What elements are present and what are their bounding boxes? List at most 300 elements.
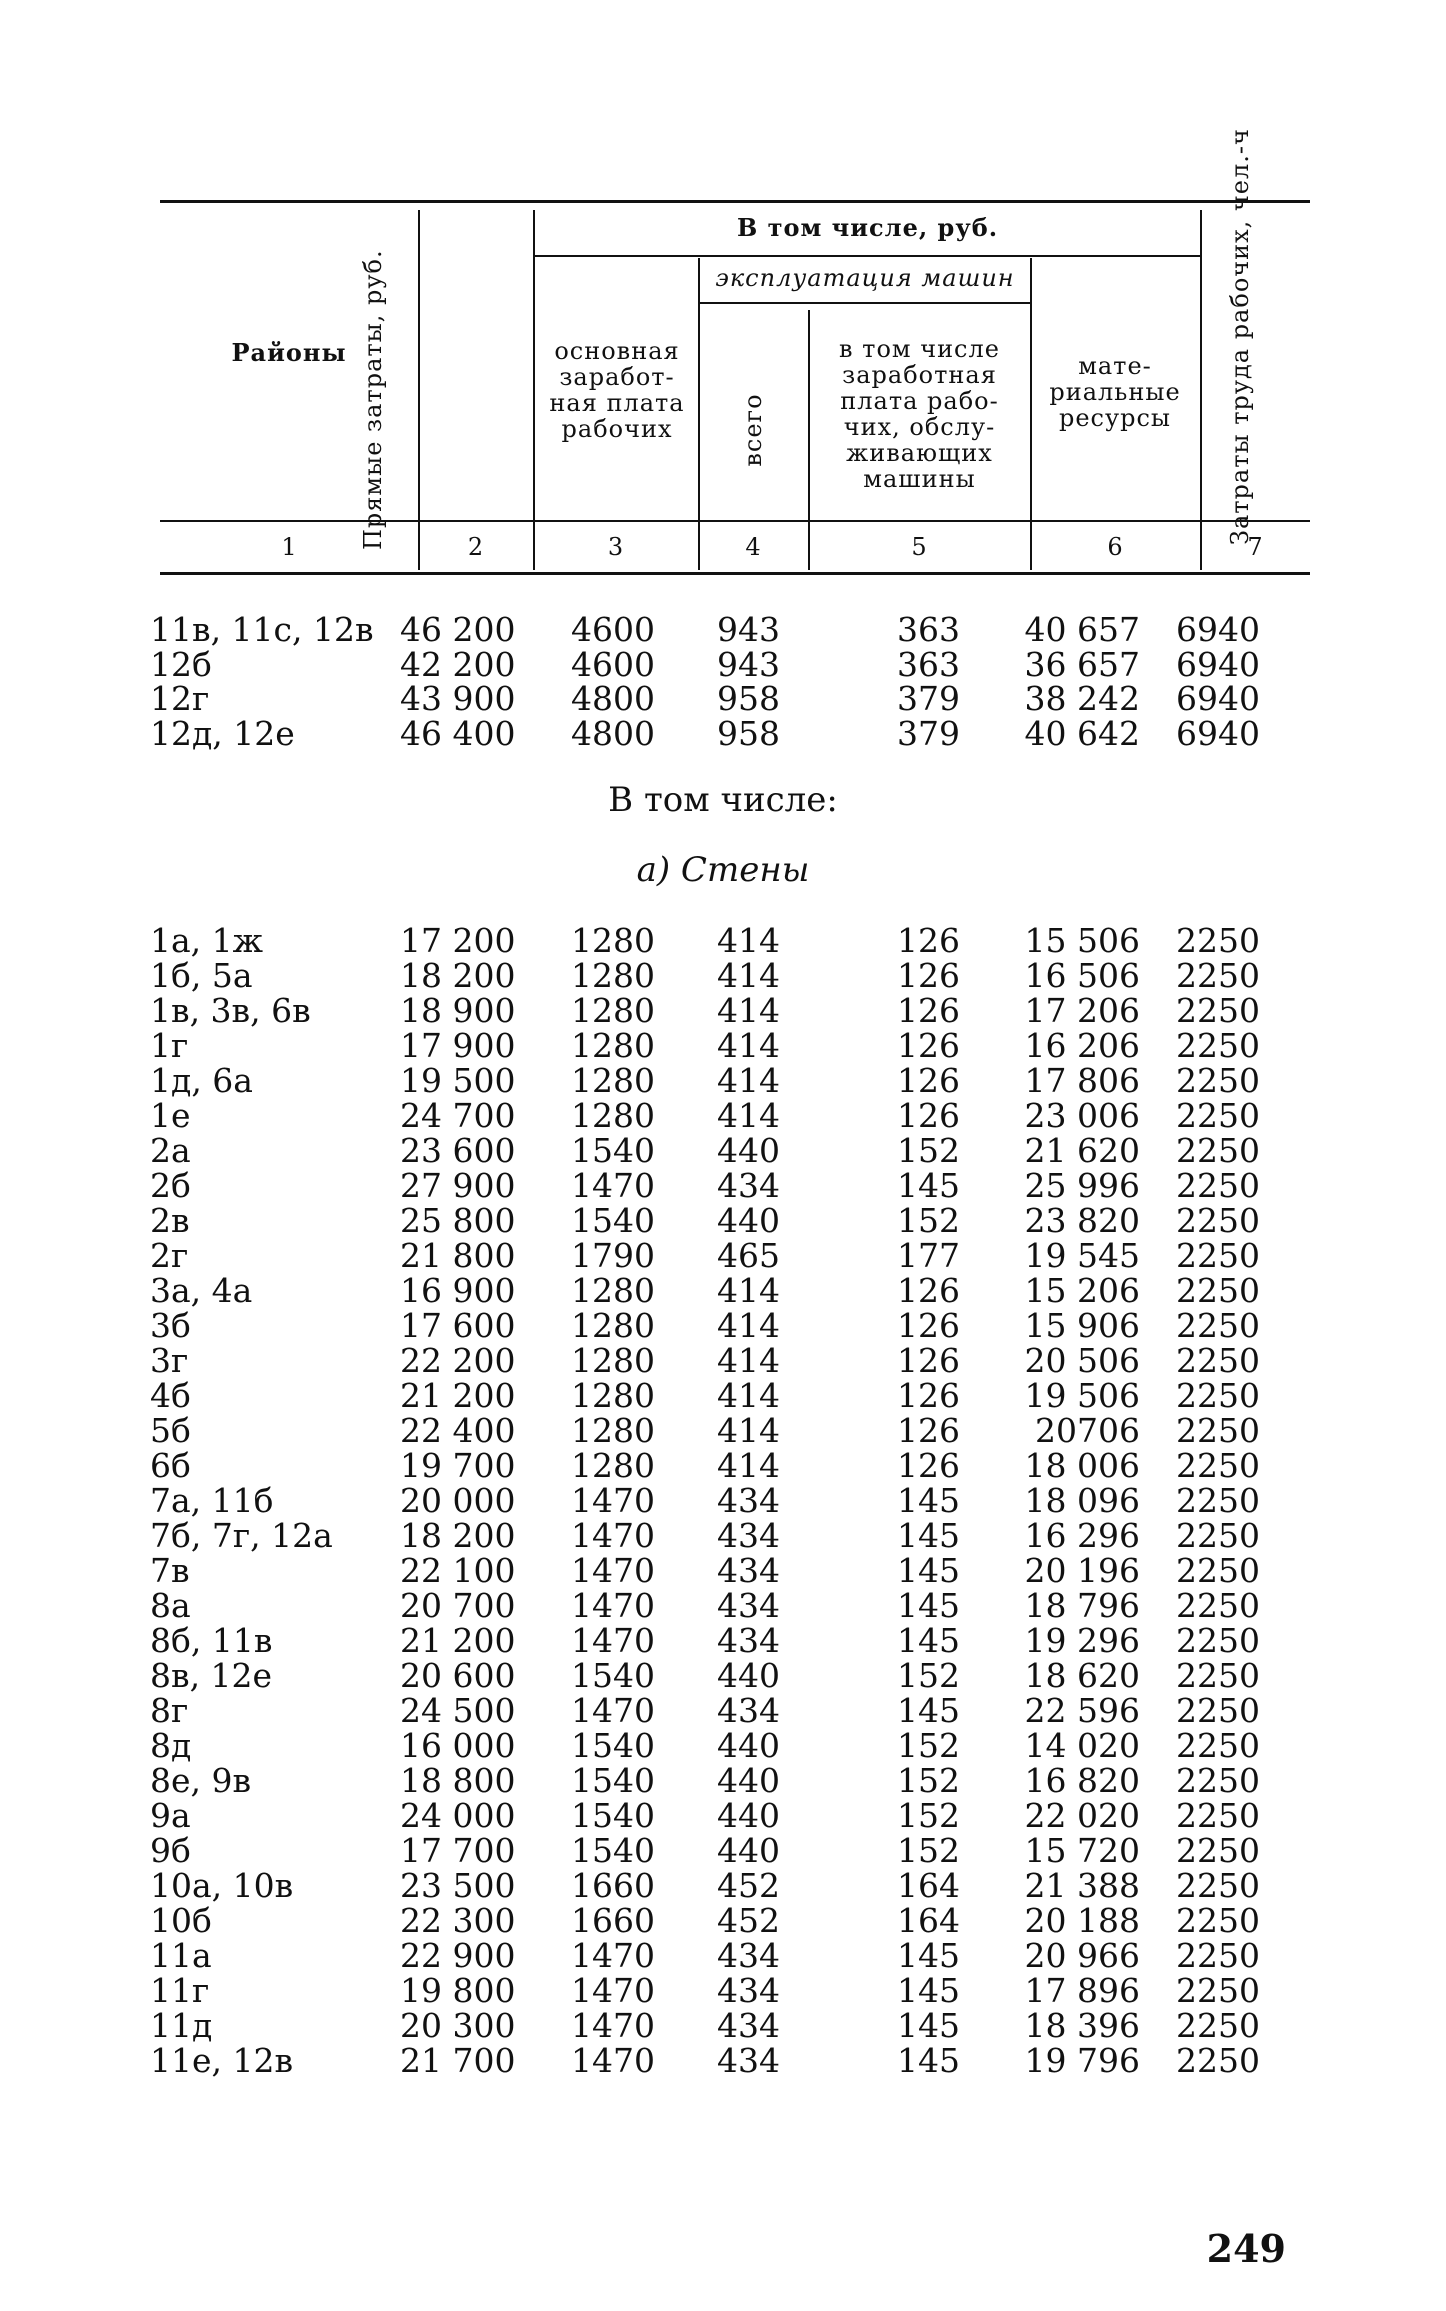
header-mid-rule — [160, 520, 1310, 522]
table-cell: 2250 — [1176, 1831, 1260, 1870]
table-cell: 1470 — [571, 1586, 655, 1625]
table-cell: 27 900 — [400, 1166, 516, 1205]
table-cell: 15 206 — [1024, 1271, 1140, 1310]
table-cell: 19 296 — [1024, 1621, 1140, 1660]
table-cell: 2250 — [1176, 1201, 1260, 1240]
header-materials: мате-риальные ресурсы — [1049, 352, 1181, 432]
table-cell: 36 657 — [1024, 644, 1140, 684]
header-top-rule — [160, 200, 1310, 203]
col-number-6: 6 — [1107, 533, 1123, 561]
table-cell: 2250 — [1176, 1131, 1260, 1170]
table-cell: 2250 — [1176, 1761, 1260, 1800]
table-cell: 414 — [717, 1096, 780, 1135]
table-cell: 21 620 — [1024, 1131, 1140, 1170]
col-divider-4 — [808, 310, 810, 570]
col-divider-3 — [698, 258, 700, 570]
table-cell: 18 800 — [400, 1761, 516, 1800]
header-including: В том числе, руб. — [736, 213, 999, 242]
table-cell: 1470 — [571, 1166, 655, 1205]
table-cell: 145 — [897, 1481, 960, 1520]
table-cell: 42 200 — [400, 644, 516, 684]
table-cell: 2250 — [1176, 1726, 1260, 1765]
table-row — [0, 713, 1446, 753]
table-cell: 434 — [717, 1586, 780, 1625]
table-cell: 46 400 — [400, 713, 516, 753]
table-cell: 1660 — [571, 1866, 655, 1905]
table-cell: 24 500 — [400, 1691, 516, 1730]
table-row — [0, 1028, 1446, 1063]
table-cell: 434 — [717, 1971, 780, 2010]
table-cell: 2250 — [1176, 1691, 1260, 1730]
table-cell: 1470 — [571, 1936, 655, 1975]
table-cell: 1280 — [571, 921, 655, 960]
table-cell: 126 — [897, 1341, 960, 1380]
table-cell: 2250 — [1176, 2041, 1260, 2080]
table-cell: 414 — [717, 1026, 780, 1065]
table-cell: 12д, 12е — [150, 713, 295, 753]
table-cell: 6940 — [1176, 644, 1260, 684]
table-cell: 1г — [150, 1026, 189, 1065]
table-cell: 126 — [897, 921, 960, 960]
table-row — [0, 1448, 1446, 1483]
table-cell: 25 996 — [1024, 1166, 1140, 1205]
table-cell: 1470 — [571, 1691, 655, 1730]
table-cell: 363 — [897, 644, 960, 684]
table-cell: 19 796 — [1024, 2041, 1140, 2080]
table-cell: 8г — [150, 1691, 189, 1730]
table-cell: 11а — [150, 1936, 212, 1975]
table-cell: 2250 — [1176, 1656, 1260, 1695]
table-cell: 1280 — [571, 1061, 655, 1100]
table-cell: 21 700 — [400, 2041, 516, 2080]
table-cell: 145 — [897, 1621, 960, 1660]
table-cell: 1280 — [571, 1271, 655, 1310]
table-cell: 1280 — [571, 1096, 655, 1135]
table-cell: 9б — [150, 1831, 191, 1870]
table-cell: 164 — [897, 1866, 960, 1905]
table-cell: 6940 — [1176, 713, 1260, 753]
table-cell: 1540 — [571, 1796, 655, 1835]
table-cell: 2250 — [1176, 1411, 1260, 1450]
table-cell: 363 — [897, 610, 960, 649]
table-cell: 19 800 — [400, 1971, 516, 2010]
table-cell: 3а, 4а — [150, 1271, 253, 1310]
table-cell: 25 800 — [400, 1201, 516, 1240]
table-cell: 1470 — [571, 2041, 655, 2080]
table-row — [0, 993, 1446, 1028]
table-row — [0, 1308, 1446, 1343]
table-cell: 1540 — [571, 1131, 655, 1170]
table-cell: 17 896 — [1024, 1971, 1140, 2010]
table-cell: 22 900 — [400, 1936, 516, 1975]
table-cell: 17 206 — [1024, 991, 1140, 1030]
table-cell: 23 820 — [1024, 1201, 1140, 1240]
table-cell: 2250 — [1176, 1376, 1260, 1415]
table-cell: 1в, 3в, 6в — [150, 991, 311, 1030]
header-base-wages: основная заработ-ная плата рабочих — [549, 337, 685, 443]
table-row — [0, 1728, 1446, 1763]
table-cell: 1540 — [571, 1831, 655, 1870]
table-cell: 2250 — [1176, 1901, 1260, 1940]
table-cell: 20 000 — [400, 1481, 516, 1520]
table-cell: 152 — [897, 1131, 960, 1170]
table-cell: 152 — [897, 1831, 960, 1870]
table-cell: 20 506 — [1024, 1341, 1140, 1380]
table-header — [160, 128, 1310, 582]
header-regions: Районы — [231, 338, 347, 367]
table-cell: 1е — [150, 1096, 191, 1135]
table-cell: 16 506 — [1024, 956, 1140, 995]
table-cell: 2250 — [1176, 1166, 1260, 1205]
table-cell: 152 — [897, 1761, 960, 1800]
table-cell: 20 600 — [400, 1656, 516, 1695]
table-cell: 145 — [897, 1551, 960, 1590]
table-cell: 14 020 — [1024, 1726, 1140, 1765]
table-cell: 1280 — [571, 1376, 655, 1415]
table-cell: 465 — [717, 1236, 780, 1275]
table-cell: 2250 — [1176, 2006, 1260, 2045]
table-cell: 16 206 — [1024, 1026, 1140, 1065]
table-row — [0, 1833, 1446, 1868]
table-cell: 40 657 — [1024, 610, 1140, 649]
table-cell: 22 300 — [400, 1901, 516, 1940]
table-cell: 17 806 — [1024, 1061, 1140, 1100]
table-cell: 2250 — [1176, 1026, 1260, 1065]
table-cell: 152 — [897, 1201, 960, 1240]
table-row — [0, 958, 1446, 993]
table-cell: 7б, 7г, 12а — [150, 1516, 333, 1555]
table-cell: 3б — [150, 1306, 191, 1345]
table-row — [0, 1518, 1446, 1553]
table-cell: 18 900 — [400, 991, 516, 1030]
table-row — [0, 923, 1446, 958]
section-intro: В том числе: — [608, 780, 838, 820]
table-cell: 4800 — [571, 679, 655, 718]
table-cell: 2250 — [1176, 1446, 1260, 1485]
table-row — [0, 644, 1446, 684]
table-cell: 126 — [897, 1061, 960, 1100]
header-machine-ops: эксплуатация машин — [715, 264, 1015, 292]
table-cell: 8е, 9в — [150, 1761, 252, 1800]
col-number-1: 1 — [281, 533, 297, 561]
table-cell: 145 — [897, 1971, 960, 2010]
table-cell: 126 — [897, 1271, 960, 1310]
header-direct-costs: Прямые затраты, руб. — [359, 249, 387, 550]
table-cell: 19 545 — [1024, 1236, 1140, 1275]
table-row — [0, 1378, 1446, 1413]
table-cell: 18 620 — [1024, 1656, 1140, 1695]
table-cell: 17 900 — [400, 1026, 516, 1065]
table-cell: 126 — [897, 1096, 960, 1135]
table-cell: 126 — [897, 1411, 960, 1450]
table-cell: 18 200 — [400, 956, 516, 995]
table-cell: 1470 — [571, 1971, 655, 2010]
table-cell: 21 200 — [400, 1376, 516, 1415]
table-cell: 1а, 1ж — [150, 921, 264, 960]
table-cell: 18 200 — [400, 1516, 516, 1555]
table-cell: 1470 — [571, 1481, 655, 1520]
table-cell: 17 700 — [400, 1831, 516, 1870]
table-cell: 414 — [717, 1306, 780, 1345]
table-cell: 40 642 — [1024, 713, 1140, 753]
table-cell: 20706 — [1035, 1411, 1140, 1450]
table-cell: 2250 — [1176, 1061, 1260, 1100]
table-cell: 1280 — [571, 1341, 655, 1380]
table-cell: 19 506 — [1024, 1376, 1140, 1415]
col-number-5: 5 — [911, 533, 927, 561]
table-cell: 440 — [717, 1131, 780, 1170]
table-cell: 1д, 6а — [150, 1061, 253, 1100]
table-cell: 18 796 — [1024, 1586, 1140, 1625]
table-row — [0, 681, 1446, 716]
table-row — [0, 1973, 1446, 2008]
table-cell: 15 506 — [1024, 921, 1140, 960]
table-cell: 414 — [717, 1061, 780, 1100]
table-cell: 20 966 — [1024, 1936, 1140, 1975]
table-cell: 24 700 — [400, 1096, 516, 1135]
table-cell: 126 — [897, 1446, 960, 1485]
table-cell: 4600 — [571, 644, 655, 684]
table-cell: 2250 — [1176, 956, 1260, 995]
table-cell: 12г — [150, 679, 210, 718]
table-cell: 8б, 11в — [150, 1621, 273, 1660]
table-cell: 434 — [717, 1621, 780, 1660]
col-number-2: 2 — [467, 533, 484, 561]
table-row — [0, 1483, 1446, 1518]
table-cell: 1470 — [571, 2006, 655, 2045]
table-cell: 1280 — [571, 1411, 655, 1450]
table-row — [0, 1098, 1446, 1133]
page-number: 249 — [1206, 2226, 1286, 2271]
table-cell: 46 200 — [400, 610, 516, 649]
table-cell: 3г — [150, 1341, 189, 1380]
table-row — [0, 1343, 1446, 1378]
table-cell: 177 — [897, 1236, 960, 1275]
table-cell: 18 006 — [1024, 1446, 1140, 1485]
table-cell: 152 — [897, 1796, 960, 1835]
table-cell: 23 600 — [400, 1131, 516, 1170]
table-cell: 22 020 — [1024, 1796, 1140, 1835]
table-cell: 1470 — [571, 1516, 655, 1555]
table-cell: 126 — [897, 1306, 960, 1345]
table-cell: 414 — [717, 1341, 780, 1380]
table-row — [0, 1693, 1446, 1728]
table-cell: 440 — [717, 1201, 780, 1240]
table-row — [0, 1413, 1446, 1448]
table-cell: 1470 — [571, 1551, 655, 1590]
table-cell: 17 600 — [400, 1306, 516, 1345]
table-cell: 379 — [897, 679, 960, 718]
table-cell: 2250 — [1176, 1236, 1260, 1275]
table-row — [0, 1763, 1446, 1798]
table-cell: 43 900 — [400, 679, 516, 718]
table-cell: 1540 — [571, 1201, 655, 1240]
table-cell: 1280 — [571, 1306, 655, 1345]
table-cell: 23 006 — [1024, 1096, 1140, 1135]
table-cell: 1280 — [571, 991, 655, 1030]
table-cell: 145 — [897, 1691, 960, 1730]
table-cell: 434 — [717, 1551, 780, 1590]
table-row — [0, 1203, 1446, 1238]
table-row — [0, 612, 1446, 647]
col-number-7: 7 — [1247, 533, 1263, 561]
table-cell: 2250 — [1176, 921, 1260, 960]
table-cell: 145 — [897, 1936, 960, 1975]
table-cell: 1470 — [571, 1621, 655, 1660]
table-cell: 4600 — [571, 610, 655, 649]
table-cell: 1660 — [571, 1901, 655, 1940]
table-cell: 1280 — [571, 956, 655, 995]
table-cell: 7а, 11б — [150, 1481, 274, 1520]
table-row — [0, 1553, 1446, 1588]
table-row — [0, 1623, 1446, 1658]
table-cell: 2б — [150, 1166, 191, 1205]
table-cell: 20 300 — [400, 2006, 516, 2045]
table-cell: 17 200 — [400, 921, 516, 960]
table-cell: 1540 — [571, 1726, 655, 1765]
col-divider-1 — [418, 210, 420, 570]
table-cell: 2250 — [1176, 1481, 1260, 1520]
table-cell: 145 — [897, 1516, 960, 1555]
table-cell: 24 000 — [400, 1796, 516, 1835]
table-cell: 2250 — [1176, 1341, 1260, 1380]
table-cell: 15 906 — [1024, 1306, 1140, 1345]
table-cell: 7в — [150, 1551, 190, 1590]
table-cell: 11д — [150, 2006, 213, 2045]
header-bottom-rule — [160, 572, 1310, 575]
table-cell: 434 — [717, 1936, 780, 1975]
table-cell: 1280 — [571, 1446, 655, 1485]
table-cell: 20 188 — [1024, 1901, 1140, 1940]
table-cell: 2250 — [1176, 1271, 1260, 1310]
table-cell: 6940 — [1176, 679, 1260, 718]
table-cell: 16 900 — [400, 1271, 516, 1310]
machine-ops-rule — [700, 302, 1030, 304]
table-cell: 38 242 — [1024, 679, 1140, 718]
table-cell: 126 — [897, 1376, 960, 1415]
table-row — [0, 1903, 1446, 1938]
table-cell: 20 700 — [400, 1586, 516, 1625]
col-divider-2 — [533, 210, 535, 570]
table-row — [0, 2043, 1446, 2078]
table-row — [0, 1273, 1446, 1308]
table-cell: 434 — [717, 1691, 780, 1730]
table-cell: 18 096 — [1024, 1481, 1140, 1520]
table-cell: 16 296 — [1024, 1516, 1140, 1555]
table-row — [0, 1868, 1446, 1903]
table-cell: 20 196 — [1024, 1551, 1140, 1590]
table-cell: 958 — [717, 713, 780, 753]
table-row — [0, 1063, 1446, 1098]
table-cell: 434 — [717, 1166, 780, 1205]
table-cell: 23 500 — [400, 1866, 516, 1905]
table-cell: 8а — [150, 1586, 191, 1625]
table-cell: 2г — [150, 1236, 189, 1275]
table-cell: 1540 — [571, 1761, 655, 1800]
table-cell: 452 — [717, 1866, 780, 1905]
table-cell: 440 — [717, 1656, 780, 1695]
table-cell: 152 — [897, 1656, 960, 1695]
table-cell: 440 — [717, 1831, 780, 1870]
table-cell: 21 200 — [400, 1621, 516, 1660]
table-cell: 126 — [897, 1026, 960, 1065]
table-cell: 11г — [150, 1971, 210, 2010]
table-row — [0, 1133, 1446, 1168]
table-cell: 1280 — [571, 1026, 655, 1065]
table-cell: 2250 — [1176, 1796, 1260, 1835]
table-cell: 943 — [717, 610, 780, 649]
table-row — [0, 1168, 1446, 1203]
table-cell: 2250 — [1176, 1306, 1260, 1345]
section-title-walls: а) Стены — [636, 850, 810, 890]
table-cell: 2250 — [1176, 991, 1260, 1030]
table-cell: 434 — [717, 2006, 780, 2045]
table-cell: 19 500 — [400, 1061, 516, 1100]
col-divider-6 — [1200, 210, 1202, 570]
table-cell: 16 820 — [1024, 1761, 1140, 1800]
table-cell: 452 — [717, 1901, 780, 1940]
table-row — [0, 1588, 1446, 1623]
table-cell: 22 596 — [1024, 1691, 1140, 1730]
table-cell: 440 — [717, 1726, 780, 1765]
table-cell: 164 — [897, 1901, 960, 1940]
table-cell: 379 — [897, 713, 960, 753]
header-total: всего — [739, 393, 767, 467]
table-cell: 1б, 5а — [150, 956, 253, 995]
table-row — [0, 1938, 1446, 1973]
header-labor: Затраты труда рабочих, чел.-ч — [1226, 128, 1254, 545]
table-cell: 145 — [897, 2006, 960, 2045]
table-cell: 21 388 — [1024, 1866, 1140, 1905]
table-cell: 15 720 — [1024, 1831, 1140, 1870]
table-cell: 1790 — [571, 1236, 655, 1275]
table-cell: 4800 — [571, 713, 655, 753]
table-cell: 2а — [150, 1131, 191, 1170]
table-cell: 8д — [150, 1726, 192, 1765]
table-cell: 11в, 11с, 12в — [150, 610, 374, 649]
table-cell: 440 — [717, 1796, 780, 1835]
table-cell: 5б — [150, 1411, 191, 1450]
table-cell: 2250 — [1176, 1971, 1260, 2010]
table-cell: 414 — [717, 956, 780, 995]
table-cell: 145 — [897, 2041, 960, 2080]
table-cell: 414 — [717, 921, 780, 960]
table-cell: 21 800 — [400, 1236, 516, 1275]
col-number-3: 3 — [607, 533, 624, 561]
table-cell: 414 — [717, 1271, 780, 1310]
table-cell: 434 — [717, 1516, 780, 1555]
table-cell: 434 — [717, 2041, 780, 2080]
table-cell: 440 — [717, 1761, 780, 1800]
table-cell: 434 — [717, 1481, 780, 1520]
table-cell: 2250 — [1176, 1586, 1260, 1625]
table-cell: 22 200 — [400, 1341, 516, 1380]
table-cell: 2250 — [1176, 1621, 1260, 1660]
table-cell: 126 — [897, 991, 960, 1030]
table-row — [0, 1798, 1446, 1833]
table-cell: 16 000 — [400, 1726, 516, 1765]
table-cell: 2250 — [1176, 1096, 1260, 1135]
table-cell: 11е, 12в — [150, 2041, 294, 2080]
table-cell: 414 — [717, 1411, 780, 1450]
table-cell: 943 — [717, 644, 780, 684]
table-cell: 12б — [150, 644, 212, 684]
table-cell: 958 — [717, 679, 780, 718]
table-cell: 2250 — [1176, 1551, 1260, 1590]
table-cell: 414 — [717, 991, 780, 1030]
table-cell: 2250 — [1176, 1936, 1260, 1975]
table-row — [0, 1238, 1446, 1273]
